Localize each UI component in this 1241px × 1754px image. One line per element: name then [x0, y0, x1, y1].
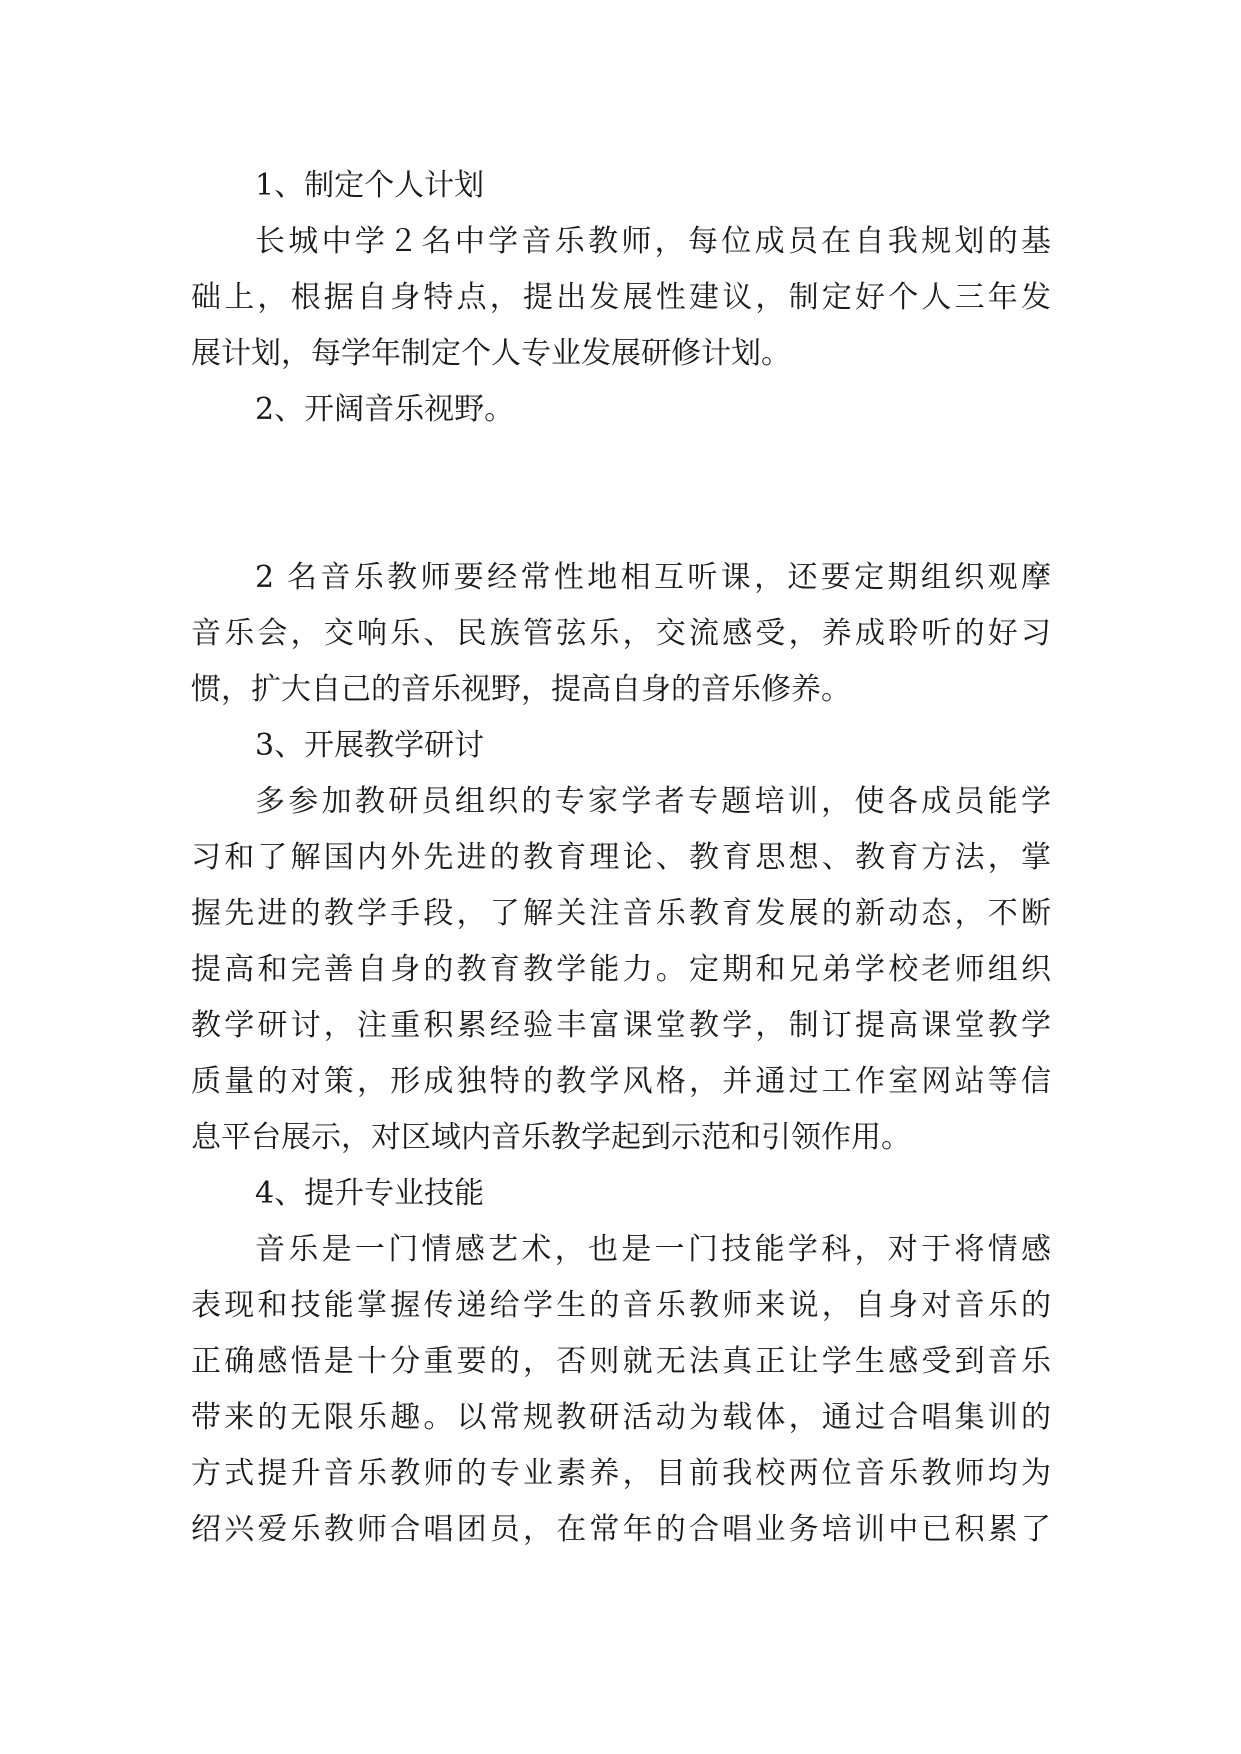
paragraph-line: 质量的对策，形成独特的教学风格，并通过工作室网站等信 — [191, 1064, 1051, 1099]
paragraph-line: 惯，扩大自己的音乐视野，提高自身的音乐修养。 — [191, 672, 851, 707]
paragraph-line: 表现和技能掌握传递给学生的音乐教师来说，自身对音乐的 — [191, 1288, 1051, 1323]
paragraph-line: 展计划，每学年制定个人专业发展研修计划。 — [191, 336, 791, 371]
paragraph-line: 绍兴爱乐教师合唱团员，在常年的合唱业务培训中已积累了 — [191, 1512, 1051, 1547]
document-body — [191, 158, 1051, 1558]
paragraph-line: 2 名音乐教师要经常性地相互听课，还要定期组织观摩 — [255, 560, 1051, 595]
paragraph-line: 音乐是一门情感艺术，也是一门技能学科，对于将情感 — [255, 1232, 1051, 1267]
paragraph-line: 教学研讨，注重积累经验丰富课堂教学，制订提高课堂教学 — [191, 1008, 1051, 1043]
paragraph-line: 带来的无限乐趣。以常规教研活动为载体，通过合唱集训的 — [191, 1400, 1051, 1435]
paragraph-line: 多参加教研员组织的专家学者专题培训，使各成员能学 — [255, 784, 1051, 819]
heading-2: 2、开阔音乐视野。 — [255, 392, 515, 427]
paragraph-line: 长城中学２名中学音乐教师，每位成员在自我规划的基 — [255, 224, 1051, 259]
paragraph-line: 正确感悟是十分重要的，否则就无法真正让学生感受到音乐 — [191, 1344, 1051, 1379]
blank-gap — [191, 438, 1051, 550]
heading-4: 4、提升专业技能 — [255, 1176, 485, 1211]
paragraph-line: 息平台展示，对区域内音乐教学起到示范和引领作用。 — [191, 1120, 911, 1155]
paragraph-line: 音乐会，交响乐、民族管弦乐，交流感受，养成聆听的好习 — [191, 616, 1051, 651]
heading-3: 3、开展教学研讨 — [255, 728, 485, 763]
paragraph-line: 握先进的教学手段，了解关注音乐教育发展的新动态，不断 — [191, 896, 1051, 931]
paragraph-line: 提高和完善自身的教育教学能力。定期和兄弟学校老师组织 — [191, 952, 1051, 987]
paragraph-line: 础上，根据自身特点，提出发展性建议，制定好个人三年发 — [191, 280, 1051, 315]
heading-1: 1、制定个人计划 — [255, 168, 485, 203]
paragraph-line: 方式提升音乐教师的专业素养，目前我校两位音乐教师均为 — [191, 1456, 1051, 1491]
paragraph-line: 习和了解国内外先进的教育理论、教育思想、教育方法，掌 — [191, 840, 1051, 875]
